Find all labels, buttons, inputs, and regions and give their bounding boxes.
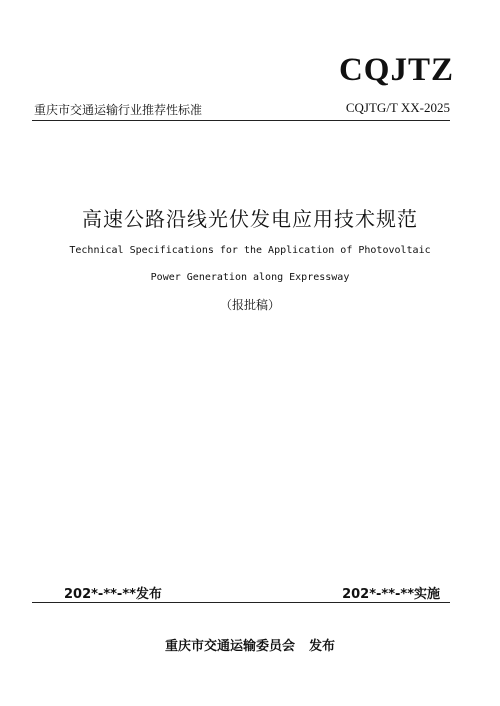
title-english-line-1: Technical Specifications for the Application of Photovoltaic — [69, 245, 431, 256]
publisher-line — [0, 635, 500, 654]
standard-number: CQJTG/T XX-2025 — [345, 100, 450, 115]
title-chinese: 高速公路沿线光伏发电应用技术规范 — [82, 207, 418, 231]
title-english-line-2: Power Generation along Expressway — [150, 272, 350, 283]
issue-date: 202*-**-**发布 — [64, 587, 162, 602]
implementation-date: 202*-**-**实施 — [342, 587, 440, 602]
publisher-action: 发布 — [309, 639, 336, 654]
footer-divider — [32, 602, 450, 603]
publisher-name: 重庆市交通运输委员会 — [164, 639, 295, 654]
standard-logo: CQJTZ — [338, 52, 454, 88]
header-divider — [32, 120, 450, 121]
draft-status: （报批稿） — [219, 298, 280, 312]
standard-category: 重庆市交通运输行业推荐性标准 — [34, 103, 203, 117]
